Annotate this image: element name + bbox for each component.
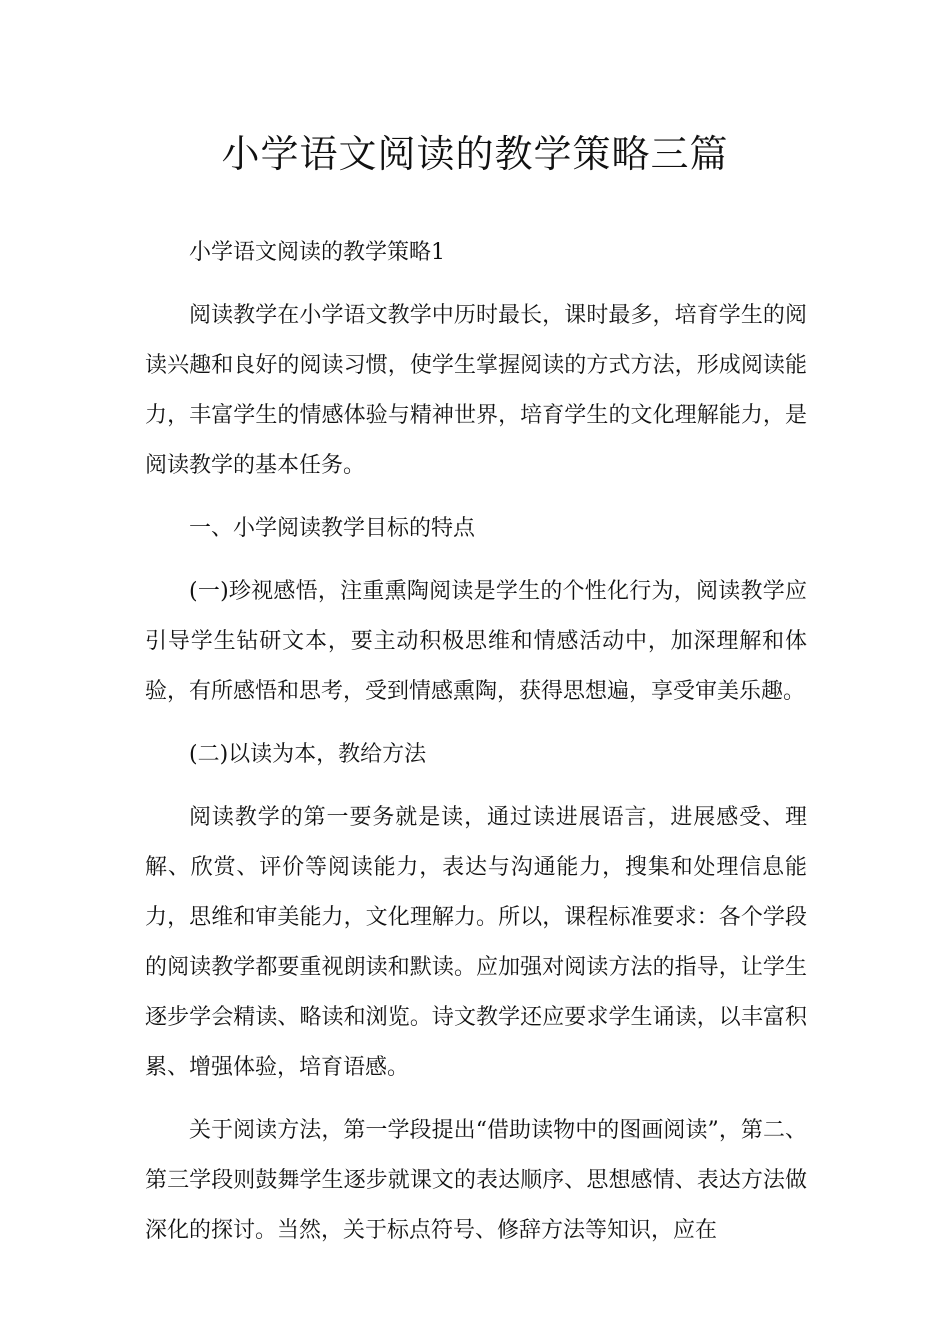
paragraph: 阅读教学的第一要务就是读，通过读进展语言，进展感受、理解、欣赏、评价等阅读能力，表达与沟通能力，搜集和处理信息能力，思维和审美能力，文化理解力。所以，课程标准要求：各个学段的阅读教学都要重视朗读和默读。应加强对阅读方法的指导，让学生逐步学会精读、略读和浏览。诗文教学还应要求学生诵读，以丰富积累、增强体验，培育语感。 [145,805,807,1080]
paragraph: 关于阅读方法，第一学段提出“借助读物中的图画阅读”，第二、第三学段则鼓舞学生逐步就课文的表达顺序、思想感情、表达方法做深化的探讨。当然，关于标点符号、修辞方法等知识，应在 [145,1118,807,1243]
document-body [145,228,807,1269]
paragraph: 阅读教学在小学语文教学中历时最长，课时最多，培育学生的阅读兴趣和良好的阅读习惯，使学生掌握阅读的方式方法，形成阅读能力，丰富学生的情感体验与精神世界，培育学生的文化理解能力，是阅读教学的基本任务。 [145,303,807,478]
paragraph: (一)珍视感悟，注重熏陶阅读是学生的个性化行为，阅读教学应引导学生钻研文本，要主动积极思维和情感活动中，加深理解和体验，有所感悟和思考，受到情感熏陶，获得思想遍，享受审美乐趣。 [145,579,807,704]
document-title: 小学语文阅读的教学策略三篇 [221,132,729,176]
subsection-heading: (二)以读为本，教给方法 [189,742,427,767]
subsection-heading: 一、小学阅读教学目标的特点 [189,516,476,541]
section-heading: 小学语文阅读的教学策略1 [189,240,445,265]
